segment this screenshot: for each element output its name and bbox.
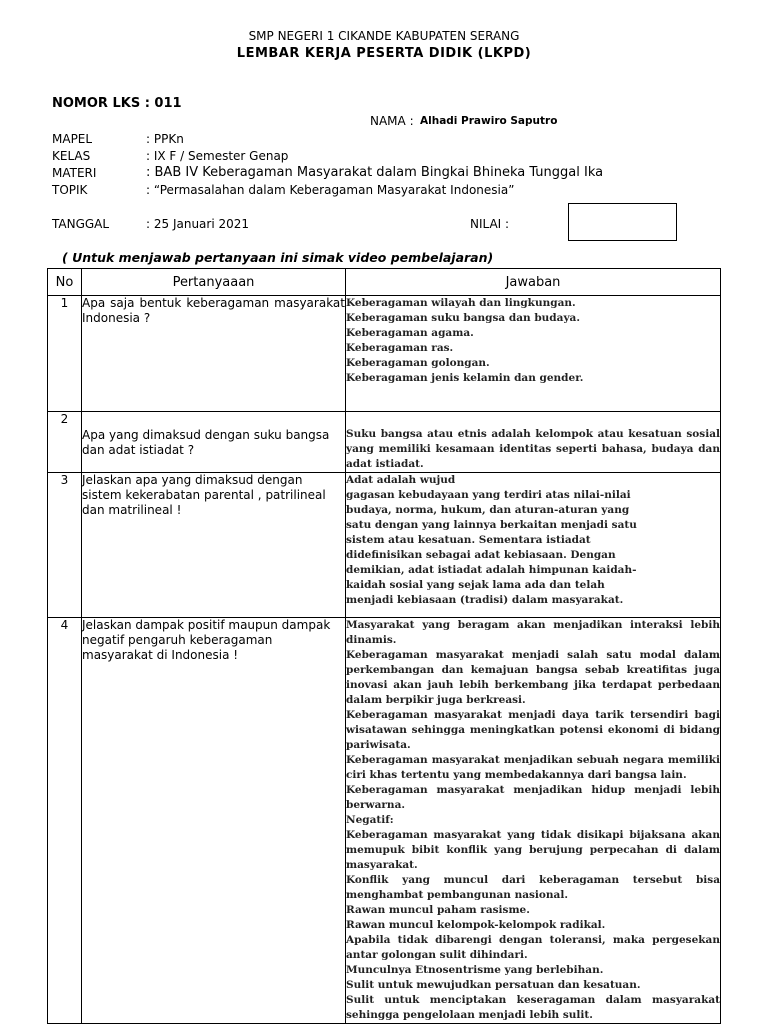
answer-line: Rawan muncul paham rasisme. (346, 904, 530, 916)
answer-line: Keberagaman wilayah dan lingkungan. (346, 297, 576, 309)
answer-line: Rawan muncul kelompok-kelompok radikal. (346, 919, 606, 931)
nama-value: Alhadi Prawiro Saputro (420, 115, 558, 127)
answer-line: Keberagaman masyarakat yang tidak disikapi bijaksana akan memupuk bibit konflik yang berujung perpecahan di dalam masyarakat. (346, 829, 720, 871)
answer-line: satu dengan yang lainnya berkaitan menjadi satu (346, 519, 637, 531)
topik-value: : “Permasalahan dalam Keberagaman Masyarakat Indonesia” (146, 183, 515, 197)
row-number: 4 (48, 618, 82, 1024)
answer-line: Apabila tidak dibarengi dengan toleransi, maka pergesekan antar golongan sulit dihindari. (346, 934, 720, 961)
question-cell (82, 412, 346, 473)
answer-line: Masyarakat yang beragam akan menjadikan interaksi lebih dinamis. (346, 619, 720, 646)
answer-line: Sulit untuk menciptakan keseragaman dalam masyarakat sehingga pengelolaan menjadi lebih sulit. (346, 994, 720, 1021)
answer-line: demikian, adat istiadat adalah himpunan kaidah- (346, 564, 637, 576)
answer-line: Keberagaman golongan. (346, 357, 490, 369)
table-header-row (48, 269, 721, 296)
question-cell (82, 473, 346, 618)
tanggal-label: TANGGAL (52, 217, 110, 231)
answer-line: kaidah sosial yang sejak lama ada dan telah (346, 579, 605, 591)
topik-label: TOPIK (52, 183, 88, 197)
kelas-label: KELAS (52, 149, 91, 163)
row-number: 1 (48, 296, 82, 412)
answer-line: Munculnya Etnosentrisme yang berlebihan. (346, 964, 604, 976)
answer-cell[interactable] (346, 473, 721, 618)
table-row (48, 412, 721, 473)
school-name: SMP NEGERI 1 CIKANDE KABUPATEN SERANG (248, 29, 520, 43)
question-text: Jelaskan dampak positif maupun dampak negatif pengaruh keberagaman masyarakat di Indonesia ! (82, 618, 331, 662)
answer-line: Keberagaman masyarakat menjadi salah satu modal dalam perkembangan dan kemajuan bangsa sebab kreatifitas juga inovasi akan jauh lebih berkembang jika terdapat perbedaan dalam berpikir juga berkreasi. (346, 649, 720, 706)
qa-table (47, 268, 721, 1024)
answer-line: Adat adalah wujud (346, 474, 456, 486)
question-text: Jelaskan apa yang dimaksud dengan sistem kekerabatan parental , patrilineal dan matrilineal ! (82, 473, 326, 517)
answer-line: Keberagaman agama. (346, 327, 474, 339)
nama-label: NAMA : (370, 114, 414, 128)
answer-line: Suku bangsa atau etnis adalah kelompok atau kesatuan sosial yang memiliki kesamaan identitas seperti bahasa, budaya dan adat istiadat. (346, 428, 720, 470)
mapel-value: : PPKn (146, 132, 184, 146)
answer-line: Negatif: (346, 814, 394, 826)
materi-label: MATERI (52, 166, 97, 180)
answer-cell[interactable] (346, 296, 721, 412)
answer-line: gagasan kebudayaan yang terdiri atas nilai-nilai (346, 489, 631, 501)
header-question: Pertanyaaan (82, 269, 346, 296)
nilai-label: NILAI : (470, 217, 510, 231)
table-row (48, 473, 721, 618)
answer-line: Keberagaman masyarakat menjadikan sebuah negara memiliki ciri khas tertentu yang membedakannya dari bangsa lain. (346, 754, 720, 781)
row-number: 3 (48, 473, 82, 618)
document-title: LEMBAR KERJA PESERTA DIDIK (LKPD) (236, 46, 532, 61)
lks-number: NOMOR LKS : 011 (52, 96, 182, 111)
question-text: Apa yang dimaksud dengan suku bangsa dan adat istiadat ? (82, 428, 330, 457)
instruction-text: ( Untuk menjawab pertanyaan ini simak video pembelajaran) (62, 250, 494, 265)
question-text: Apa saja bentuk keberagaman masyarakat Indonesia ? (82, 296, 345, 325)
answer-cell[interactable] (346, 618, 721, 1024)
header-answer: Jawaban (346, 269, 721, 296)
answer-line: didefinisikan sebagai adat kebiasaan. Dengan (346, 549, 616, 561)
mapel-label: MAPEL (52, 132, 93, 146)
nilai-box[interactable] (568, 203, 677, 241)
row-number: 2 (48, 412, 82, 473)
answer-line: menjadi kebiasaan (tradisi) dalam masyarakat. (346, 594, 624, 606)
answer-cell[interactable] (346, 412, 721, 473)
question-cell (82, 618, 346, 1024)
tanggal-value: : 25 Januari 2021 (146, 217, 250, 231)
answer-line: Keberagaman suku bangsa dan budaya. (346, 312, 580, 324)
materi-value: : BAB IV Keberagaman Masyarakat dalam Bingkai Bhineka Tunggal Ika (146, 165, 604, 180)
kelas-value: : IX F / Semester Genap (146, 149, 289, 163)
answer-line: Konflik yang muncul dari keberagaman tersebut bisa menghambat pembangunan nasional. (346, 874, 720, 901)
answer-line: Keberagaman masyarakat menjadikan hidup menjadi lebih berwarna. (346, 784, 720, 811)
header-no: No (48, 269, 82, 296)
answer-line: Keberagaman jenis kelamin dan gender. (346, 372, 584, 384)
answer-line: sistem atau kesatuan. Sementara istiadat (346, 534, 591, 546)
answer-line: Keberagaman masyarakat menjadi daya tarik tersendiri bagi wisatawan sehingga meningkatkan potensi ekonomi di bidang pariwisata. (346, 709, 720, 751)
table-row (48, 618, 721, 1024)
table-row (48, 296, 721, 412)
answer-line: Keberagaman ras. (346, 342, 454, 354)
answer-line: budaya, norma, hukum, dan aturan-aturan yang (346, 504, 630, 516)
answer-line: Sulit untuk mewujudkan persatuan dan kesatuan. (346, 979, 641, 991)
question-cell (82, 296, 346, 412)
